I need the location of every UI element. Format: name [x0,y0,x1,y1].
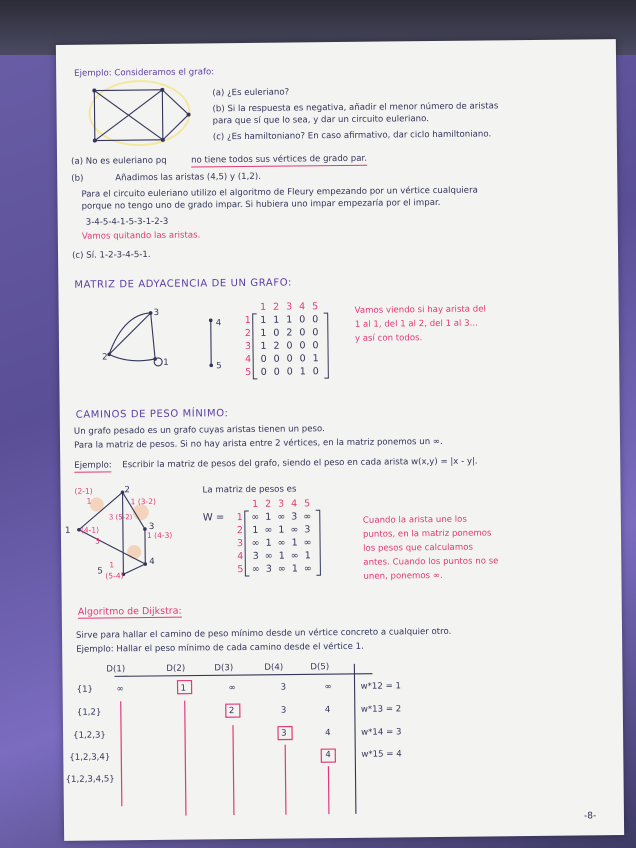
cell: ∞ [251,537,260,549]
dijkstra-row-label: {1,2,3} [73,730,106,741]
cell: 1 [252,524,259,536]
cell: 1 [260,314,267,326]
matrix-row [257,339,322,353]
cell: ∞ [264,550,273,562]
cell: 0 [299,327,306,339]
dijkstra-result: w*15 = 4 [361,749,402,760]
dijkstra-row-label: {1,2,3,4,5} [65,774,115,785]
weight-note-line4: antes. Cuando los puntos no se [363,556,499,568]
dijkstra-cell: 2 [228,706,235,717]
edge-label: 3 (5-2) [108,513,133,522]
cell: 0 [286,353,293,365]
page-number: -8- [583,811,597,822]
cell: 1 [278,524,285,536]
vertex-label-2: 2 [124,485,131,496]
dijkstra-result: w*12 = 1 [360,681,402,692]
matrix-row [249,549,314,563]
answer-c: (c) Sí. 1-2-3-4-5-1. [72,249,151,261]
cell: 0 [299,314,306,326]
cell: ∞ [303,563,312,575]
col-header: 1 [260,301,267,313]
answer-b-line1: Añadimos las aristas (4,5) y (1,2). [115,171,261,184]
weight-note-line3: los pesos que calculamos [363,542,473,554]
notebook-page [56,39,624,841]
row-label: 1 [236,512,243,524]
matrix-row [249,510,314,524]
dijkstra-cell: ∞ [228,683,236,694]
edge-label: 1 (4-3) [146,530,173,541]
row-label: 1 [244,314,251,326]
cell: 1 [291,537,298,549]
answer-b-circuit: 3-4-5-4-1-5-3-1-2-3 [85,216,169,228]
dijkstra-col-header: D(2) [166,663,186,674]
dijkstra-example: Ejemplo: Hallar el peso mínimo de cada camino desde el vértice 1. [76,641,364,655]
cell: 0 [312,314,319,326]
answer-b-line2: Para el circuito euleriano utilizo el algoritmo de Fleury empezando por un vértice cualquiera [81,185,478,200]
matrix-row [249,536,314,550]
col-header: 3 [278,498,285,510]
weight-matrix-label: W = [202,512,225,524]
weight-matrix [249,510,315,576]
cell: 1 [304,550,311,562]
col-header: 5 [312,301,319,313]
vertex-label-2: 2 [102,352,108,363]
row-label: 3 [236,538,244,550]
cell: 0 [260,353,267,365]
dijkstra-result: w*13 = 2 [360,704,402,715]
dijkstra-cell: 3 [280,705,287,716]
dijkstra-col-header: D(1) [106,664,126,675]
col-header: 4 [299,301,306,313]
cell: 1 [299,366,306,378]
row-label: 2 [236,525,244,537]
question-b-line2: para que sí que lo sea, y dar un circuito euleriano. [212,114,429,127]
edge-label: 1 [109,560,115,570]
vertex-label-1: 1 [163,357,169,368]
col-header: 3 [286,301,293,313]
dijkstra-cell: ∞ [116,684,124,695]
cell: 3 [252,550,259,562]
vertex-label-4: 4 [149,556,155,568]
col-header: 5 [304,498,311,510]
cell: 0 [299,340,306,352]
cell: 0 [312,366,319,378]
col-header: 2 [265,498,272,510]
vertex-label-5: 5 [97,566,103,577]
cell: 0 [273,327,280,339]
edge-label: 3 [94,536,100,546]
matrix-row [249,523,314,537]
dijkstra-col-header: D(3) [214,663,234,674]
edge-label: (4-1) [80,525,100,535]
dijkstra-row-label: {1,2} [76,707,102,718]
answer-b-line3: porque no tengo uno de grado impar. Si hubiera uno impar empezaría por el impar. [81,197,441,212]
weight-note-line2: puntos, en la matriz ponemos [362,528,492,540]
section-title-min-paths: CAMINOS DE PESO MÍNIMO: [75,408,229,421]
edge-label: 1 [86,496,92,506]
edge-label: 1 (3-2) [130,496,156,507]
dijkstra-cell: 3 [280,682,287,693]
row-label: 4 [237,551,244,563]
answer-b-note: Vamos quitando las aristas. [81,230,201,242]
dijkstra-definition: Sirve para hallar el camino de peso mínimo desde un vértice concreto a cualquier otro. [75,626,452,641]
dijkstra-cell: ∞ [324,682,332,693]
edge-label: (2-1) [74,486,93,496]
cell: 1 [291,563,298,575]
adjacency-note-line2: 1 al 1, del 1 al 2, del 1 al 3... [354,318,478,330]
matrix-row [257,326,322,340]
weighted-graph-definition: Un grafo pesado es un grafo cuyas aristas tienen un peso. [73,424,325,437]
cell: 2 [286,327,293,339]
matrix-row [257,313,322,327]
row-label: 5 [237,564,244,576]
dijkstra-col-header: D(4) [264,662,284,673]
adjacency-note-line3: y así con todos. [354,333,423,344]
question-a: (a) ¿Es euleriano? [212,87,290,99]
cell: 1 [286,314,293,326]
section-title-adjacency: MATRIZ DE ADYACENCIA DE UN GRAFO: [74,277,292,291]
weight-note-line5: unen, ponemos ∞. [363,570,443,582]
cell: 1 [273,314,280,326]
cell: 0 [286,366,293,378]
cell: 0 [273,366,280,378]
dijkstra-row-label: {1} [76,684,94,695]
matrix-row [249,562,314,576]
cell: ∞ [290,550,299,562]
weight-note-line1: Cuando la arista une los [362,514,467,526]
dijkstra-cell: 3 [281,728,287,739]
row-label: 2 [244,327,251,339]
vertex-label-1: 1 [64,525,71,536]
dijkstra-table-lines [72,653,434,827]
vertex-label-4: 4 [215,318,222,329]
example-text: Escribir la matriz de pesos del grafo, siendo el peso en cada arista w(x,y) = |x - y|. [122,456,478,471]
cell: ∞ [303,511,312,523]
cell: ∞ [290,524,299,536]
cell: 3 [304,524,311,536]
example-label: Ejemplo: [74,460,112,471]
cell: ∞ [264,524,273,536]
matrix-row [257,365,322,379]
answer-b-label: (b) [71,173,84,184]
cell: 3 [291,511,298,523]
vertex-label-3: 3 [153,307,160,318]
cell: 0 [260,366,267,378]
cell: 2 [273,340,280,352]
edge-label: (5-4) [105,571,124,581]
cell: 1 [260,340,267,352]
cell: ∞ [277,537,286,549]
adjacency-note-line1: Vamos viendo si hay arista del [354,304,486,316]
dijkstra-cell: 1 [180,683,187,694]
dijkstra-col-header: D(5) [310,662,330,673]
weight-row-labels [231,511,244,576]
dijkstra-row-label: {1,2,3,4} [69,752,111,763]
vertex-label-5: 5 [216,361,222,372]
col-header: 4 [291,498,298,510]
cell: ∞ [277,511,286,523]
col-header: 1 [252,498,259,510]
cell: 0 [286,340,293,352]
example-title: Ejemplo: Consideramos el grafo: [74,67,215,79]
row-label: 3 [244,340,252,352]
cell: 3 [265,563,272,575]
cell: 1 [260,327,267,339]
col-header: 2 [273,301,280,313]
dijkstra-cell: 4 [325,728,331,739]
question-b-line1: (b) Si la respuesta es negativa, añadir el menor número de aristas [212,101,499,115]
section-title-dijkstra: Algoritmo de Dijkstra: [77,605,182,618]
adjacency-row-labels [239,314,252,379]
cell: 0 [312,327,319,339]
graph-k5-drawing [84,82,195,151]
adjacency-matrix [257,313,323,379]
row-label: 4 [245,353,252,365]
cell: 1 [278,550,285,562]
vertex-label-3: 3 [148,521,155,533]
row-label: 5 [245,366,252,378]
cell: 1 [265,537,272,549]
question-c: (c) ¿Es hamiltoniano? En caso afirmativo, dar ciclo hamiltoniano. [212,129,492,143]
weight-matrix-title: La matriz de pesos es [202,484,297,496]
cell: ∞ [251,563,260,575]
cell: 0 [273,353,280,365]
matrix-row [257,352,322,366]
cell: 1 [312,353,319,365]
dijkstra-result: w*14 = 3 [361,727,402,738]
cell: ∞ [303,537,312,549]
answer-a-start: (a) No es euleriano pq [71,155,167,167]
dijkstra-cell: 4 [324,705,331,716]
answer-a-underlined: no tiene todos sus vértices de grado par. [191,153,367,166]
cell: 1 [265,511,272,523]
weight-matrix-definition: Para la matriz de pesos. Si no hay arista entre 2 vértices, en la matriz ponemos un ∞. [73,436,443,451]
cell: ∞ [277,563,286,575]
cell: 0 [299,353,306,365]
cell: 0 [312,340,319,352]
cell: ∞ [251,511,260,523]
dijkstra-cell: 4 [325,750,331,761]
